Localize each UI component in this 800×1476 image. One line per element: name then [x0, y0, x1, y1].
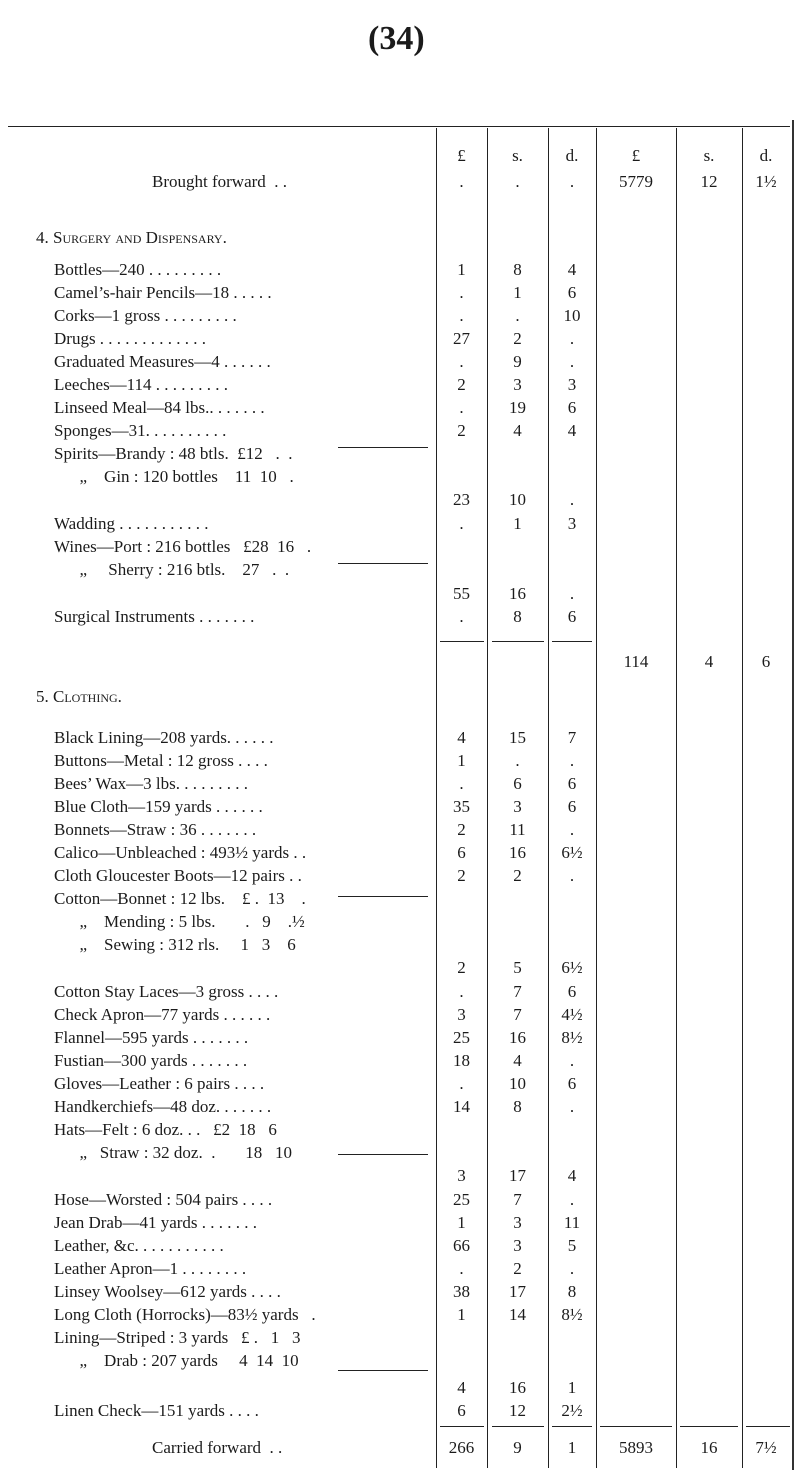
header-pence-total: d. [759, 146, 773, 165]
cell-s: 16 [509, 584, 526, 603]
row-label: Corks—1 gross . . . . . . . . . [54, 306, 237, 325]
cell-l: 2 [457, 866, 466, 885]
header-shillings-total: s. [703, 146, 715, 165]
cell-l: 35 [453, 797, 470, 816]
row-label: „ Sewing : 312 rls. 1 3 6 [54, 935, 296, 954]
cell-s: 5 [513, 958, 522, 977]
cell-s: 10 [509, 1074, 526, 1093]
cell-d: 6 [567, 283, 577, 302]
cell-l: 1 [457, 1305, 466, 1324]
row-label: Camel’s-hair Pencils—18 . . . . . [54, 283, 272, 302]
cell-s: 1 [513, 514, 522, 533]
row-label: Long Cloth (Horrocks)—83½ yards . [54, 1305, 316, 1324]
rule [492, 641, 544, 642]
cell-d: 4 [567, 260, 577, 279]
cell-d: 8½ [561, 1305, 583, 1324]
row-label: Leeches—114 . . . . . . . . . [54, 375, 229, 394]
cell-d: 6 [567, 982, 577, 1001]
cell-l: 25 [453, 1190, 470, 1209]
row-label: Gloves—Leather : 6 pairs . . . . [54, 1074, 265, 1093]
row-label: Hose—Worsted : 504 pairs . . . . [54, 1190, 273, 1209]
cell-l: . [459, 172, 464, 191]
cell-s: 19 [509, 398, 526, 417]
row-label: Blue Cloth—159 yards . . . . . . [54, 797, 263, 816]
cell-s: 7 [513, 982, 522, 1001]
cell-s: 16 [509, 1378, 526, 1397]
header-pounds-total: £ [631, 146, 641, 165]
rule [552, 1426, 592, 1427]
cell-d: 11 [563, 1213, 581, 1232]
cell-d: 10 [563, 306, 581, 325]
cell-l: 27 [453, 329, 470, 348]
cell-s: 3 [513, 375, 522, 394]
row-label: Bottles—240 . . . . . . . . . [54, 260, 222, 279]
cell-d: 6 [567, 607, 577, 626]
cell-s: 3 [513, 797, 522, 816]
cell-s: 8 [513, 260, 522, 279]
row-label: Spirits—Brandy : 48 btls. £12 . . [54, 444, 293, 463]
cell-S: 16 [700, 1438, 718, 1457]
row-label: „ Gin : 120 bottles 11 10 . [54, 467, 294, 486]
cell-S: 4 [704, 652, 714, 671]
cell-l: . [459, 607, 464, 626]
cell-l: . [459, 398, 464, 417]
cell-s: 17 [509, 1166, 526, 1185]
cell-d: . [569, 352, 575, 371]
cell-l: 266 [448, 1438, 475, 1457]
cell-l: 2 [457, 958, 466, 977]
subsum-rule [338, 896, 428, 897]
cell-l: 38 [453, 1282, 470, 1301]
cell-s: . [515, 306, 520, 325]
cell-s: 3 [513, 1236, 522, 1255]
row-label: Cotton Stay Laces—3 gross . . . . [54, 982, 279, 1001]
cell-d: 7 [567, 728, 577, 747]
cell-l: 66 [453, 1236, 470, 1255]
cell-l: 55 [453, 584, 470, 603]
rule [680, 1426, 738, 1427]
cell-d: 6 [567, 398, 577, 417]
row-label: Flannel—595 yards . . . . . . . [54, 1028, 249, 1047]
row-label: Bonnets—Straw : 36 . . . . . . . [54, 820, 257, 839]
header-pence: d. [565, 146, 579, 165]
row-label: Linseed Meal—84 lbs.. . . . . . . [54, 398, 265, 417]
cell-l: . [459, 982, 464, 1001]
row-label: Carried forward . . [152, 1438, 283, 1457]
cell-s: 14 [509, 1305, 526, 1324]
cell-l: 23 [453, 490, 470, 509]
cell-l: 1 [457, 1213, 466, 1232]
row-label: Leather Apron—1 . . . . . . . . [54, 1259, 247, 1278]
rule [440, 1426, 484, 1427]
cell-s: 8 [513, 1097, 522, 1116]
row-label: Graduated Measures—4 . . . . . . [54, 352, 271, 371]
cell-d: . [569, 751, 575, 770]
cell-d: . [569, 1051, 575, 1070]
cell-S: 12 [700, 172, 718, 191]
row-label: „ Straw : 32 doz. . 18 10 [54, 1143, 292, 1162]
cell-l: . [459, 283, 464, 302]
row-label: Cotton—Bonnet : 12 lbs. £ . 13 . [54, 889, 306, 908]
cell-l: . [459, 1074, 464, 1093]
row-label: Cloth Gloucester Boots—12 pairs . . [54, 866, 302, 885]
col-rule [676, 128, 677, 1468]
cell-s: 3 [513, 1213, 522, 1232]
row-label: Buttons—Metal : 12 gross . . . . [54, 751, 268, 770]
header-pounds: £ [457, 146, 466, 165]
cell-l: . [459, 514, 464, 533]
cell-l: . [459, 352, 464, 371]
cell-L: 114 [623, 652, 649, 671]
cell-d: . [569, 1097, 575, 1116]
cell-s: 2 [513, 1259, 522, 1278]
cell-d: 2½ [561, 1401, 583, 1420]
cell-d: 6 [567, 774, 577, 793]
rule [746, 1426, 790, 1427]
cell-s: 11 [509, 820, 526, 839]
page-number: (34) [368, 20, 425, 57]
cell-l: 4 [457, 728, 466, 747]
row-label: Linsey Woolsey—612 yards . . . . [54, 1282, 281, 1301]
cell-s: 17 [509, 1282, 526, 1301]
row-label: Wines—Port : 216 bottles £28 16 . [54, 537, 312, 556]
page-edge [792, 120, 794, 1470]
row-label: „ Sherry : 216 btls. 27 . . [54, 560, 290, 579]
cell-d: 3 [567, 514, 577, 533]
cell-l: 1 [457, 751, 466, 770]
cell-s: 10 [509, 490, 526, 509]
cell-l: 3 [457, 1005, 466, 1024]
row-label: Fustian—300 yards . . . . . . . [54, 1051, 248, 1070]
row-label: „ Mending : 5 lbs. . 9 .½ [54, 912, 305, 931]
row-label: Black Lining—208 yards. . . . . . [54, 728, 274, 747]
cell-D: 7½ [755, 1438, 777, 1457]
subsum-rule [338, 563, 428, 564]
cell-s: 2 [513, 866, 522, 885]
cell-s: 12 [509, 1401, 526, 1420]
cell-d: . [569, 1259, 575, 1278]
cell-s: 4 [513, 1051, 522, 1070]
cell-d: . [569, 584, 575, 603]
cell-s: 2 [513, 329, 522, 348]
cell-s: . [515, 751, 520, 770]
row-label: Check Apron—77 yards . . . . . . [54, 1005, 271, 1024]
rule [600, 1426, 672, 1427]
row-label: Surgical Instruments . . . . . . . [54, 607, 255, 626]
cell-L: 5779 [619, 172, 653, 191]
rule [492, 1426, 544, 1427]
cell-d: 1 [567, 1378, 577, 1397]
cell-s: 6 [513, 774, 522, 793]
cell-l: 2 [457, 820, 466, 839]
row-label: Hats—Felt : 6 doz. . . £2 18 6 [54, 1120, 277, 1139]
cell-D: 6 [761, 652, 771, 671]
cell-d: . [569, 1190, 575, 1209]
row-label: Jean Drab—41 yards . . . . . . . [54, 1213, 258, 1232]
cell-d: 6 [567, 797, 577, 816]
col-rule [596, 128, 597, 1468]
cell-d: . [569, 820, 575, 839]
cell-s: 15 [509, 728, 526, 747]
cell-s: . [515, 172, 520, 191]
row-label: 4. Surgery and Dispensary. [36, 228, 227, 247]
cell-l: 2 [457, 375, 466, 394]
cell-d: 6 [567, 1074, 577, 1093]
cell-s: 1 [513, 283, 522, 302]
cell-d: 8½ [561, 1028, 583, 1047]
row-label: „ Drab : 207 yards 4 14 10 [54, 1351, 299, 1370]
cell-d: . [569, 329, 575, 348]
subsum-rule [338, 447, 428, 448]
rule [440, 641, 484, 642]
cell-L: 5893 [619, 1438, 653, 1457]
cell-d: 4 [567, 421, 577, 440]
header-shillings: s. [512, 146, 523, 165]
cell-d: 8 [567, 1282, 577, 1301]
cell-d: 4½ [561, 1005, 583, 1024]
cell-l: 18 [453, 1051, 470, 1070]
cell-d: 1 [567, 1438, 577, 1457]
cell-l: 4 [457, 1378, 466, 1397]
cell-s: 9 [513, 352, 522, 371]
cell-s: 16 [509, 1028, 526, 1047]
row-label: Lining—Striped : 3 yards £ . 1 3 [54, 1328, 301, 1347]
cell-d: 6½ [561, 958, 583, 977]
subsum-rule [338, 1370, 428, 1371]
cell-l: 3 [457, 1166, 466, 1185]
cell-s: 7 [513, 1005, 522, 1024]
row-label: Sponges—31. . . . . . . . . . [54, 421, 227, 440]
row-label: 5. Clothing. [36, 687, 122, 706]
cell-D: 1½ [755, 172, 777, 191]
row-label: Brought forward . . [152, 172, 288, 191]
row-label: Bees’ Wax—3 lbs. . . . . . . . . [54, 774, 248, 793]
subsum-rule [338, 1154, 428, 1155]
cell-d: . [569, 866, 575, 885]
cell-l: . [459, 774, 464, 793]
cell-d: 6½ [561, 843, 583, 862]
row-label: Handkerchiefs—48 doz. . . . . . . [54, 1097, 272, 1116]
row-label: Calico—Unbleached : 493½ yards . . [54, 843, 307, 862]
cell-l: 6 [457, 1401, 466, 1420]
cell-d: . [569, 172, 575, 191]
cell-l: 14 [453, 1097, 470, 1116]
cell-s: 16 [509, 843, 526, 862]
cell-l: . [459, 1259, 464, 1278]
cell-l: . [459, 306, 464, 325]
cell-l: 25 [453, 1028, 470, 1047]
cell-s: 8 [513, 607, 522, 626]
row-label: Drugs . . . . . . . . . . . . . [54, 329, 207, 348]
cell-d: 4 [567, 1166, 577, 1185]
cell-d: 5 [567, 1236, 577, 1255]
rule [552, 641, 592, 642]
row-label: Leather, &c. . . . . . . . . . . [54, 1236, 224, 1255]
top-rule [8, 126, 790, 127]
cell-d: 3 [567, 375, 577, 394]
cell-l: 1 [457, 260, 466, 279]
cell-l: 2 [457, 421, 466, 440]
cell-s: 7 [513, 1190, 522, 1209]
row-label: Wadding . . . . . . . . . . . [54, 514, 209, 533]
col-rule [742, 128, 743, 1468]
cell-s: 9 [513, 1438, 522, 1457]
cell-d: . [569, 490, 575, 509]
cell-l: 6 [457, 843, 466, 862]
row-label: Linen Check—151 yards . . . . [54, 1401, 259, 1420]
cell-s: 4 [513, 421, 522, 440]
